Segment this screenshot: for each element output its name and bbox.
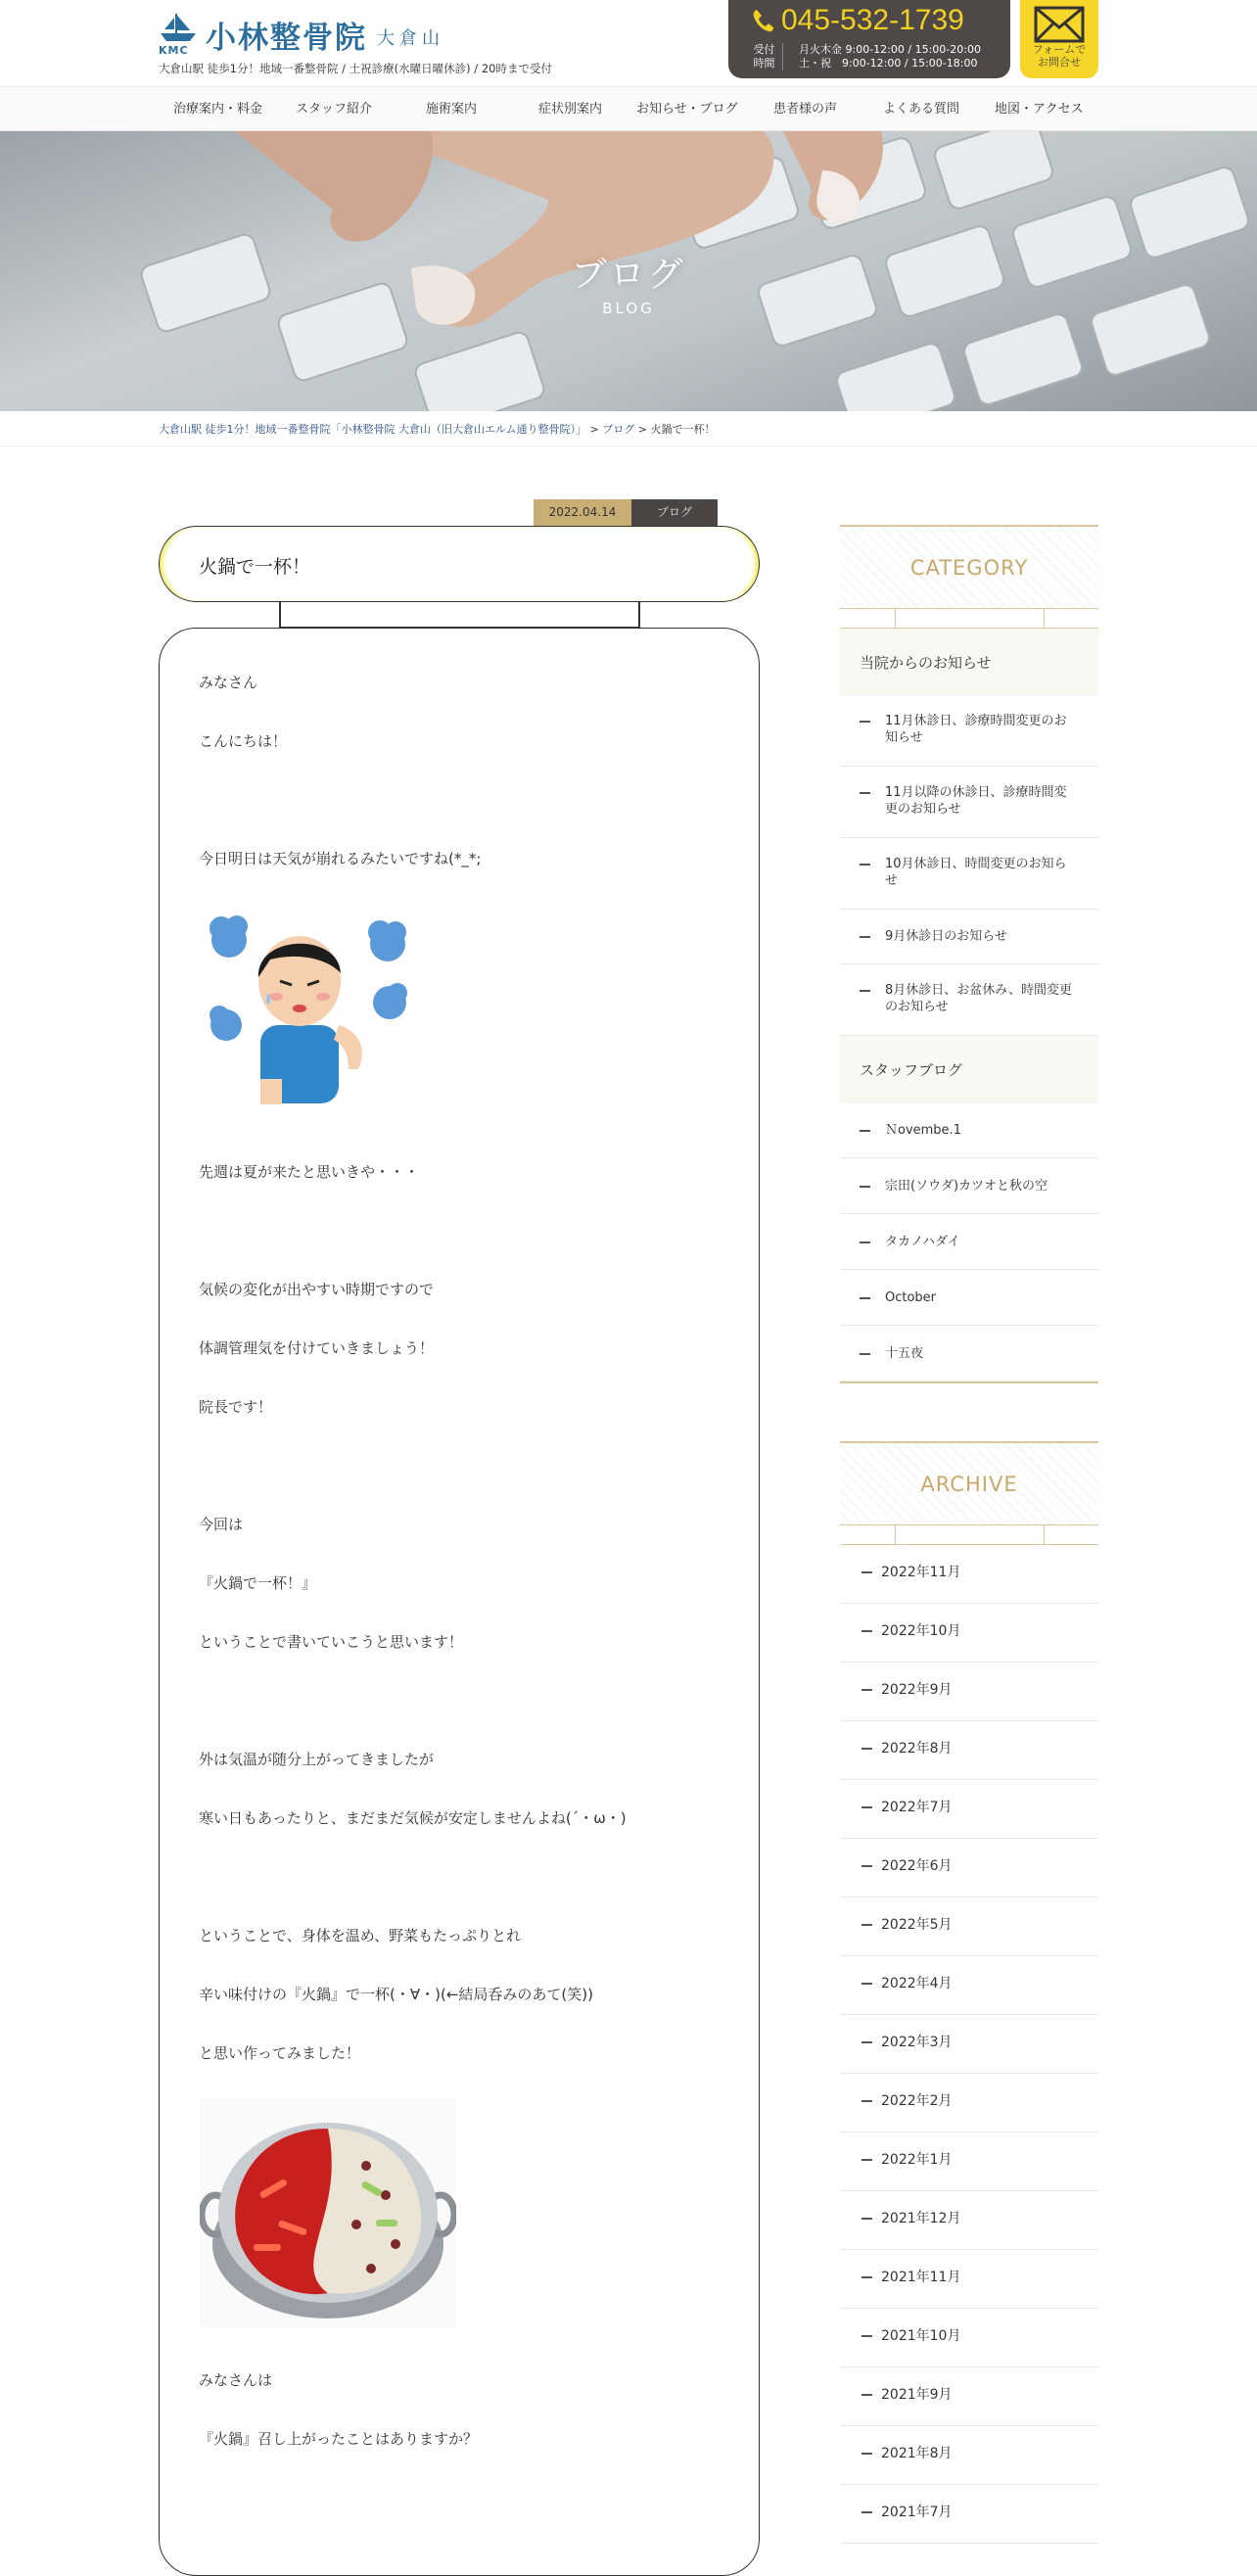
archive-item[interactable] (840, 2015, 1098, 2074)
archive-item-label: 2022年5月 (881, 1917, 953, 1933)
archive-item[interactable] (840, 2250, 1098, 2309)
post-date: 2022.04.14 (534, 499, 631, 526)
archive-item[interactable] (840, 1956, 1098, 2015)
category-item-label: Ｎovembe.1 (885, 1123, 961, 1138)
archive-item-label: 2021年7月 (881, 2505, 953, 2520)
logo-kmc: KMC (159, 44, 189, 57)
hours-weekday: 月火木金 9:00-12:00 / 15:00-20:00 (799, 43, 981, 56)
logo-branch: 大倉山 (377, 28, 444, 49)
archive-item-label: 2022年7月 (881, 1800, 953, 1815)
category-item[interactable] (840, 1102, 1098, 1158)
post-meta (534, 499, 718, 526)
dash-icon (861, 1630, 872, 1632)
dash-icon (861, 2276, 872, 2278)
dash-icon (861, 2218, 872, 2220)
dash-icon (861, 1748, 872, 1750)
category-item[interactable] (840, 910, 1098, 964)
archive-item[interactable] (840, 1839, 1098, 1897)
nav-treatment[interactable]: 治療案内・料金 (173, 102, 263, 117)
hero-subtitle: BLOG (602, 300, 655, 317)
mail-label-1: フォームで (1032, 43, 1087, 56)
nav-faq[interactable]: よくある質問 (883, 102, 960, 117)
archive-item-label: 2022年8月 (881, 1741, 953, 1756)
hours-weekend: 土・祝 9:00-12:00 / 15:00-18:00 (799, 57, 978, 70)
archive-item-label: 2022年2月 (881, 2093, 953, 2109)
mail-icon (1034, 6, 1085, 43)
archive-item[interactable] (840, 2367, 1098, 2426)
category-item[interactable] (840, 767, 1098, 838)
post-paragraph: と思い作ってみました！ (199, 2044, 361, 2062)
post-paragraph: 院長です！ (199, 1398, 273, 1416)
sweaty-man-illustration (202, 913, 417, 1108)
heading-strip (840, 1525, 1098, 1545)
archive-item[interactable] (840, 2191, 1098, 2250)
breadcrumb-sep: > (634, 423, 651, 436)
post-paragraph: 先週は夏が来たと思いきや・・・ (199, 1163, 420, 1181)
post-category[interactable]: ブログ (631, 499, 718, 526)
dash-icon (861, 2394, 872, 2396)
category-item[interactable] (840, 964, 1098, 1036)
divider (0, 445, 1257, 446)
dash-icon (861, 2159, 872, 2161)
archive-heading: ARCHIVE (840, 1441, 1098, 1525)
archive-item-label: 2022年3月 (881, 2035, 953, 2050)
hours-label-1: 受付 (753, 43, 775, 56)
post-title: 火鍋で一杯！ (199, 556, 311, 578)
archive-item[interactable] (840, 2485, 1098, 2544)
phone-box[interactable] (728, 0, 1010, 78)
category-item-label: タカノハダイ (885, 1235, 960, 1249)
category-item[interactable] (840, 695, 1098, 767)
breadcrumb-current: 火鍋で一杯！ (650, 423, 716, 436)
category-item-label: 10月休診日、時間変更のお知らせ (885, 857, 1067, 888)
hero-title: ブログ (571, 255, 686, 295)
dash-icon (861, 1689, 872, 1691)
category-item[interactable] (840, 1270, 1098, 1326)
hours-label (750, 43, 783, 70)
title-connector (638, 602, 640, 628)
post-paragraph: 辛い味付けの『火鍋』で一杯(・∀・)(←結局呑みのあて(笑)) (199, 1986, 593, 2003)
post-title-box (159, 526, 760, 602)
category-item-label: 8月休診日、お盆休み、時間変更のお知らせ (885, 983, 1073, 1014)
archive-item-label: 2022年6月 (881, 1858, 953, 1874)
dash-icon (861, 2335, 872, 2337)
nav-access[interactable]: 地図・アクセス (995, 102, 1084, 117)
archive-item[interactable] (840, 1545, 1098, 1604)
breadcrumb-sep: > (586, 423, 603, 436)
archive-item-label: 2022年10月 (881, 1623, 961, 1639)
archive-item[interactable] (840, 2309, 1098, 2367)
nav-symptoms[interactable]: 症状別案内 (538, 102, 603, 117)
dash-icon (861, 1924, 872, 1926)
tagline: 大倉山駅 徒歩1分！地域一番整骨院 / 土祝診療(水曜日曜休診) / 20時まで受付 (159, 62, 552, 75)
nav-staff[interactable]: スタッフ紹介 (296, 102, 373, 117)
archive-item[interactable] (840, 2132, 1098, 2191)
hours-label-2: 時間 (753, 57, 775, 70)
archive-item-label: 2021年12月 (881, 2211, 961, 2226)
archive-item-label: 2021年8月 (881, 2446, 953, 2461)
archive-item-label: 2022年9月 (881, 1682, 953, 1698)
heading-strip (840, 609, 1098, 629)
archive-item[interactable] (840, 1721, 1098, 1780)
post-paragraph: 外は気温が随分上がってきましたが (199, 1751, 435, 1768)
dash-icon (861, 1865, 872, 1867)
dash-icon (861, 2511, 872, 2513)
phone-number[interactable] (752, 4, 964, 37)
mail-label-2: お問合せ (1038, 56, 1081, 69)
archive-item-label: 2021年10月 (881, 2328, 961, 2344)
archive-item-label: 2022年11月 (881, 1565, 961, 1580)
post-paragraph: 今日明日は天気が崩れるみたいですね(*_*; (199, 850, 482, 867)
category-item-label: October (885, 1290, 937, 1305)
dash-icon (861, 1806, 872, 1808)
dash-icon (861, 2453, 872, 2455)
logo-name: 小林整骨院 (206, 20, 367, 56)
category-item-label: 9月休診日のお知らせ (885, 929, 1007, 944)
category-item-label: 11月休診日、診療時間変更のお知らせ (885, 714, 1067, 745)
archive-item-label: 2021年11月 (881, 2270, 961, 2285)
category-heading: CATEGORY (840, 525, 1098, 609)
category-item[interactable] (840, 1158, 1098, 1214)
breadcrumb-home[interactable]: 大倉山駅 徒歩1分！地域一番整骨院「小林整骨院 大倉山（旧大倉山エルム通り整骨院）」 (159, 423, 587, 436)
post-paragraph: 体調管理気を付けていきましょう！ (199, 1339, 435, 1357)
archive-item-label: 2022年1月 (881, 2152, 953, 2168)
archive-item[interactable] (840, 1663, 1098, 1721)
post-paragraph: みなさんは (199, 2371, 273, 2389)
category-item[interactable] (840, 838, 1098, 910)
archive-item-label: 2022年4月 (881, 1976, 953, 1991)
global-nav (0, 86, 1257, 131)
contact-form-button[interactable] (1020, 0, 1098, 78)
phone-icon (752, 8, 775, 33)
nav-testimonials[interactable]: 患者様の声 (773, 102, 838, 117)
category-group[interactable]: 当院からのお知らせ (840, 629, 1098, 695)
post-paragraph: 気候の変化が出やすい時期ですので (199, 1281, 435, 1298)
business-hours (799, 43, 981, 70)
archive-item[interactable] (840, 1780, 1098, 1839)
post-paragraph: 『火鍋』召し上がったことはありますか？ (199, 2430, 479, 2448)
category-item[interactable] (840, 1214, 1098, 1270)
hero-banner (0, 131, 1257, 411)
dash-icon (861, 2100, 872, 2102)
dash-icon (861, 1983, 872, 1985)
dash-icon (861, 1571, 872, 1573)
archive-item[interactable] (840, 1604, 1098, 1663)
category-item-label: 宗田(ソウダ)カツオと秋の空 (885, 1179, 1048, 1194)
phone-number-text: 045-532-1739 (781, 4, 964, 36)
post-paragraph: 今回は (199, 1516, 244, 1533)
archive-item[interactable] (840, 1897, 1098, 1956)
post-paragraph: ということで、身体を温め、野菜もたっぷりとれ (199, 1927, 522, 1944)
post-paragraph: 『火鍋で一杯！』 (199, 1574, 317, 1592)
ship-logo-icon (159, 12, 198, 57)
post-paragraph: みなさん (199, 674, 258, 691)
hotpot-illustration (200, 2097, 456, 2328)
dash-icon (861, 2041, 872, 2043)
category-group[interactable]: スタッフブログ (840, 1036, 1098, 1102)
post-paragraph: こんにちは！ (199, 732, 288, 750)
title-connector (279, 602, 281, 628)
breadcrumb-blog[interactable]: ブログ (602, 423, 635, 436)
nav-news-blog[interactable]: お知らせ・ブログ (636, 102, 738, 117)
breadcrumb (159, 421, 716, 437)
archive-item[interactable] (840, 2426, 1098, 2485)
category-item-label: 11月以降の休診日、診療時間変更のお知らせ (885, 785, 1067, 817)
site-header (0, 0, 1257, 86)
category-item-label: 十五夜 (885, 1346, 924, 1361)
archive-item-label: 2021年9月 (881, 2387, 953, 2403)
post-paragraph: 寒い日もあったりと、まだまだ気候が安定しませんよね(´・ω・) (199, 1809, 627, 1827)
category-item[interactable] (840, 1326, 1098, 1382)
post-paragraph: ということで書いていこうと思います！ (199, 1633, 464, 1651)
nav-procedures[interactable]: 施術案内 (426, 102, 478, 117)
archive-item[interactable] (840, 2074, 1098, 2132)
sidebar-bottom-border (840, 1382, 1098, 1383)
site-logo[interactable] (159, 12, 444, 57)
